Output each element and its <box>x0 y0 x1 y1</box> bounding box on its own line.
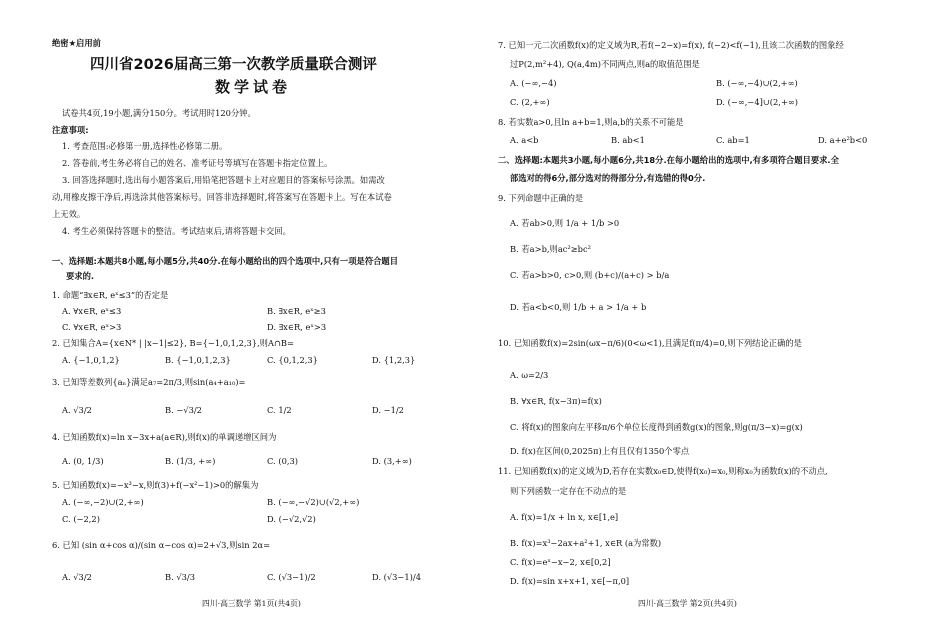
option: B. (−∞,−√2)∪(√2,+∞) <box>267 497 360 507</box>
page-footer: 四川·高三数学 第2页(共4页) <box>638 599 737 608</box>
option: D. (√3−1)/4 <box>372 572 421 582</box>
page-footer: 四川·高三数学 第1页(共4页) <box>202 599 301 608</box>
note-line: 4. 考生必须保持答题卡的整洁。考试结束后,请将答题卡交回。 <box>62 226 291 236</box>
section1-heading: 一、选择题:本题共8小题,每小题5分,共40分.在每小题给出的四个选项中,只有一项是符合题目 <box>52 256 399 266</box>
option: D. (−√2,√2) <box>267 514 316 524</box>
option: C. (0,3) <box>267 456 298 466</box>
option: D. 若a<b<0,则 1/b + a > 1/a + b <box>510 302 647 312</box>
section1-heading-cont: 要求的. <box>66 271 95 281</box>
option: B. √3/3 <box>165 572 196 582</box>
option: B. ∀x∈R, f(x−3π)=f(x) <box>510 396 602 406</box>
note-line: 2. 答卷前,考生务必将自己的姓名、准考证号等填写在答题卡指定位置上。 <box>62 158 333 168</box>
option: D. (−∞,−4]∪(2,+∞) <box>716 97 799 107</box>
section2-heading: 二、选择题:本题共3小题,每小题6分,共18分.在每小题给出的选项中,有多项符合题目要求.全 <box>498 155 839 165</box>
question-stem: 7. 已知一元二次函数f(x)的定义域为R,若f(−2−x)=f(x), f(−2)<f(−1),且该二次函数的图象经 <box>498 40 844 50</box>
option: C. 将f(x)的图象向左平移π/6个单位长度得到函数g(x)的图象,则g(π/3−x)=g(x) <box>510 422 803 432</box>
option: A. (0, 1/3) <box>62 456 104 466</box>
note-line: 动,用橡皮擦干净后,再选涂其他答案标号。回答非选择题时,将答案写在答题卡上。写在本试卷 <box>52 192 392 202</box>
question-stem: 8. 若实数a>0,且ln a+b=1,则a,b的关系不可能是 <box>498 117 684 127</box>
option: B. (1/3, +∞) <box>165 456 216 466</box>
question-stem: 3. 已知等差数列{aₙ}满足a₇=2π/3,则sin(a₄+a₁₀)= <box>52 377 246 387</box>
option: D. f(x)在区间(0,2025π)上有且仅有1350个零点 <box>510 446 690 456</box>
question-stem: 10. 已知函数f(x)=2sin(ωx−π/6)(0<ω<1),且满足f(π/4)=0,则下列结论正确的是 <box>498 338 802 348</box>
notes-heading: 注意事项: <box>52 125 89 135</box>
option: A. f(x)=1/x + ln x, x∈[1,e] <box>510 512 619 522</box>
note-line: 上无效。 <box>52 209 86 219</box>
option: D. (3,+∞) <box>372 456 412 466</box>
option: C. ab=1 <box>716 135 750 145</box>
option: A. 若ab>0,则 1/a + 1/b >0 <box>510 218 620 228</box>
section2-heading-cont: 部选对的得6分,部分选对的得部分分,有选错的得0分. <box>510 173 706 183</box>
option: C. (2,+∞) <box>510 97 550 107</box>
option: B. 若a>b,则ac²≥bc² <box>510 244 591 254</box>
question-stem: 2. 已知集合A={x∈N* | |x−1|≤2}, B={−1,0,1,2,3},则A∩B= <box>52 338 294 348</box>
exam-title: 四川省2026届高三第一次教学质量联合测评 <box>90 57 377 73</box>
question-stem-cont: 则下列函数一定存在不动点的是 <box>510 486 627 496</box>
option: D. −1/2 <box>372 405 404 415</box>
option: C. 若a>b>0, c>0,则 (b+c)/(a+c) > b/a <box>510 270 670 280</box>
option: B. f(x)=x³−2ax+a²+1, x∈R (a为常数) <box>510 538 662 548</box>
option: C. f(x)=eˣ−x−2, x∈[0,2] <box>510 557 611 567</box>
option: C. (√3−1)/2 <box>267 572 316 582</box>
option: B. {−1,0,1,2,3} <box>165 355 231 365</box>
option: A. ∀x∈R, eˣ≤3 <box>62 306 122 316</box>
option: A. (−∞,−2)∪(2,+∞) <box>62 497 144 507</box>
question-stem: 1. 命题“∃x∈R, eˣ≤3”的否定是 <box>52 290 169 300</box>
option: A. √3/2 <box>62 572 92 582</box>
exam-subtitle: 数学试卷 <box>215 78 292 96</box>
question-stem: 6. 已知 (sin α+cos α)/(sin α−cos α)=2+√3,则sin 2α= <box>52 540 271 550</box>
option: D. {1,2,3} <box>372 355 416 365</box>
option: B. −√3/2 <box>165 405 202 415</box>
question-stem: 4. 已知函数f(x)=ln x−3x+a(a∈R),则f(x)的单调递增区间为 <box>52 432 277 442</box>
question-stem-cont: 过P(2,m²+4), Q(a,4m)不同两点,则a的取值范围是 <box>510 59 700 69</box>
left-column <box>52 0 464 631</box>
option: D. a+e²b<0 <box>818 135 868 145</box>
option: A. ω=2/3 <box>510 370 549 380</box>
question-stem: 5. 已知函数f(x)=−x³−x,则f(3)+f(−x²−1)>0的解集为 <box>52 480 259 490</box>
intro-text: 试卷共4页,19小题,满分150分。考试用时120分钟。 <box>62 108 256 118</box>
option: D. f(x)=sin x+x+1, x∈[−π,0] <box>510 576 630 586</box>
confidential-mark: 绝密★启用前 <box>52 38 101 48</box>
option: C. {0,1,2,3} <box>267 355 318 365</box>
option: B. ab<1 <box>611 135 645 145</box>
option: A. √3/2 <box>62 405 92 415</box>
right-column <box>498 0 918 631</box>
note-line: 3. 回答选择题时,选出每小题答案后,用铅笔把答题卡上对应题目的答案标号涂黑。如需改 <box>62 175 385 185</box>
option: C. 1/2 <box>267 405 292 415</box>
option: A. (−∞,−4) <box>510 78 557 88</box>
option: C. ∀x∈R, eˣ>3 <box>62 322 122 332</box>
option: B. ∃x∈R, eˣ≥3 <box>267 306 326 316</box>
question-stem: 9. 下列命题中正确的是 <box>498 193 584 203</box>
note-line: 1. 考查范围:必修第一册,选择性必修第二册。 <box>62 141 228 151</box>
option: B. (−∞,−4)∪(2,+∞) <box>716 78 798 88</box>
option: A. {−1,0,1,2} <box>62 355 120 365</box>
option: A. a<b <box>510 135 539 145</box>
option: C. (−2,2) <box>62 514 100 524</box>
question-stem: 11. 已知函数f(x)的定义域为D,若存在实数x₀∈D,使得f(x₀)=x₀,则称x₀为函数f(x)的不动点, <box>498 466 828 476</box>
option: D. ∃x∈R, eˣ>3 <box>267 322 327 332</box>
